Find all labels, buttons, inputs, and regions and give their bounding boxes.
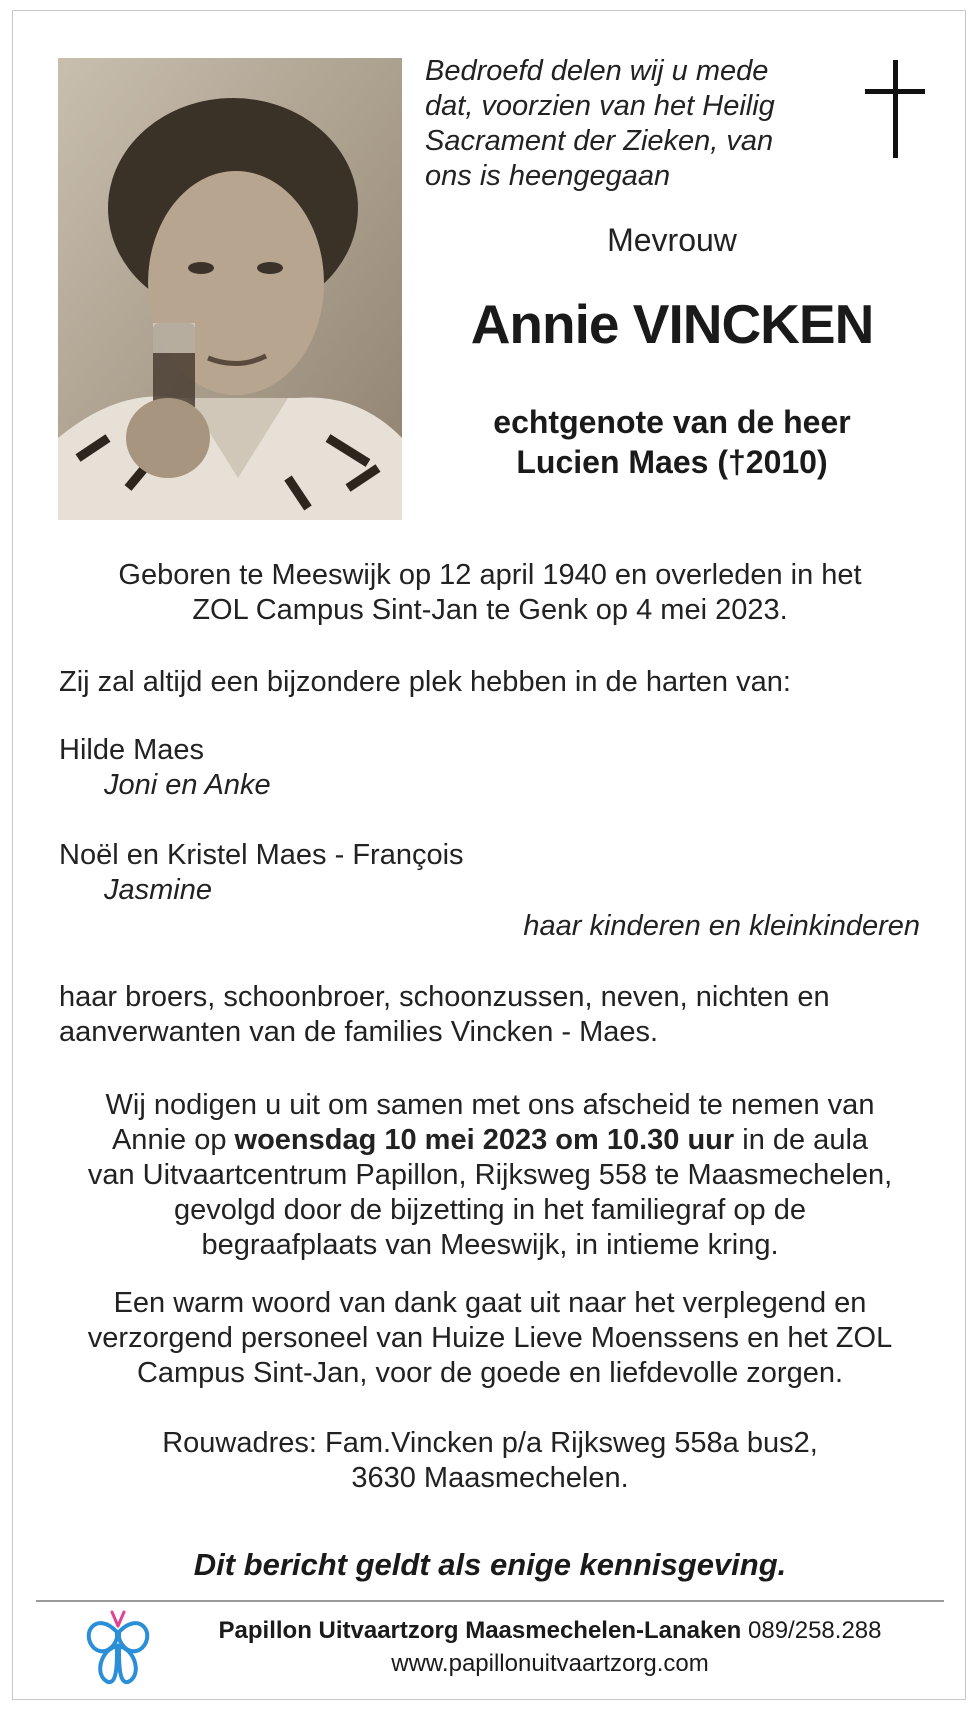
- intro-line: Sacrament der Zieken, van: [425, 125, 774, 157]
- thanks-line: Campus Sint-Jan, voor de goede en liefdevolle zorgen.: [136, 1357, 844, 1389]
- family-member-name: Hilde Maes: [59, 734, 205, 766]
- spouse-info: [430, 402, 914, 482]
- relatives-text: [59, 980, 939, 1050]
- birth-death-text: [40, 558, 940, 628]
- intro-line: ons is heengegaan: [425, 160, 671, 192]
- address-line: 3630 Maasmechelen.: [351, 1462, 629, 1494]
- invitation-line: [40, 1123, 940, 1158]
- invitation-line: begraafplaats van Meeswijk, in intieme kring.: [201, 1229, 779, 1261]
- funeral-company-website[interactable]: www.papillonuitvaartzorg.com: [391, 1650, 709, 1677]
- intro-text: [425, 54, 845, 194]
- honorific: Mevrouw: [607, 222, 737, 258]
- cross-icon: [865, 60, 925, 160]
- birth-death-line: Geboren te Meeswijk op 12 april 1940 en overleden in het: [118, 559, 862, 591]
- intro-line: dat, voorzien van het Heilig: [425, 90, 775, 122]
- invitation-text-segment: Annie op: [111, 1124, 235, 1156]
- mourning-address: [40, 1426, 940, 1496]
- address-line: Rouwadres: Fam.Vincken p/a Rijksweg 558a bus2,: [162, 1427, 818, 1459]
- family-role: haar kinderen en kleinkinderen: [523, 910, 920, 942]
- family-member-name: Noël en Kristel Maes - François: [59, 839, 464, 871]
- deceased-name: Annie VINCKEN: [470, 293, 874, 355]
- invitation-line: Wij nodigen u uit om samen met ons afscheid te nemen van: [105, 1089, 875, 1121]
- birth-death-line: ZOL Campus Sint-Jan te Genk op 4 mei 2023.: [192, 594, 788, 626]
- intro-line: Bedroefd delen wij u mede: [425, 55, 769, 87]
- relatives-line: aanverwanten van de families Vincken - Maes.: [59, 1016, 659, 1048]
- spouse-line: echtgenote van de heer: [493, 404, 851, 440]
- funeral-company-phone: 089/258.288: [748, 1617, 882, 1644]
- invitation-text-segment: in de aula: [734, 1124, 869, 1156]
- thanks-text: [40, 1286, 940, 1391]
- footer-company-line: [180, 1617, 920, 1645]
- funeral-company-name: Papillon Uitvaartzorg Maasmechelen-Lanaken: [218, 1617, 742, 1644]
- thanks-line: Een warm woord van dank gaat uit naar het verplegend en: [113, 1287, 867, 1319]
- relatives-line: haar broers, schoonbroer, schoonzussen, neven, nichten en: [59, 981, 830, 1013]
- family-member-children: Joni en Anke: [104, 769, 271, 801]
- butterfly-logo-icon: [86, 1608, 150, 1690]
- ceremony-datetime: woensdag 10 mei 2023 om 10.30 uur: [234, 1124, 735, 1156]
- hearts-intro: Zij zal altijd een bijzondere plek hebben in de harten van:: [59, 666, 791, 698]
- portrait-photo-drawing: [58, 58, 402, 520]
- family-member-children: Jasmine: [104, 874, 212, 906]
- closing-statement: Dit bericht geldt als enige kennisgeving.: [193, 1547, 787, 1582]
- portrait-photo: [58, 58, 402, 520]
- invitation-line: van Uitvaartcentrum Papillon, Rijksweg 558 te Maasmechelen,: [87, 1159, 893, 1191]
- footer-divider: [36, 1600, 944, 1602]
- spouse-line: Lucien Maes (†2010): [516, 444, 828, 480]
- thanks-line: verzorgend personeel van Huize Lieve Moenssens en het ZOL: [87, 1322, 893, 1354]
- invitation-text: [40, 1088, 940, 1263]
- invitation-line: gevolgd door de bijzetting in het familiegraf op de: [174, 1194, 806, 1226]
